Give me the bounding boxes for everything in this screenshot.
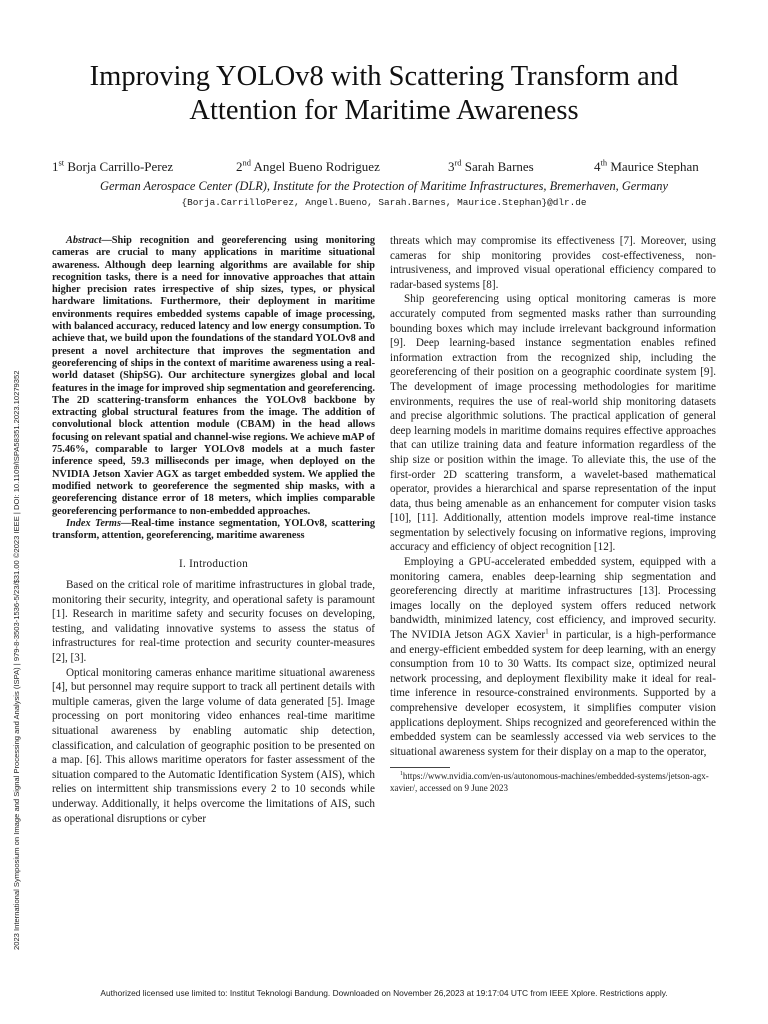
index-terms bbox=[52, 518, 375, 543]
author-1: 1st Borja Carrillo-Perez bbox=[52, 157, 174, 174]
footnote: $^1$https://www.nvidia.com/en-us/autonomous-machines/embedded-systems/jetson-agx-xavier/, accessed on 9 June 2023 bbox=[390, 771, 709, 793]
author-emails: {Borja.CarrilloPerez, Angel.Bueno, Sarah.Barnes, Maurice.Stephan}@dlr.de bbox=[181, 197, 587, 208]
section-heading-introduction: I. Introduction bbox=[178, 558, 249, 571]
left-column bbox=[52, 235, 375, 826]
abstract bbox=[52, 235, 375, 518]
publication-info-strip: 2023 International Symposium on Image and Signal Processing and Analysis (ISPA) | 979-8-3503-1536-5/23/$31.00 ©2023 IEEE | DOI: 10.1109/ISPA58351.2023.10279352 bbox=[12, 370, 21, 950]
right-column bbox=[390, 234, 716, 794]
body-paragraph: Ship georeferencing using optical monitoring cameras is more accurately computed from segmented masks rather than surrounding bounding boxes which may include irrelevant background information [9]. Deep learning-based instance segmentation enables refined information extraction from the recognized ship, including the georeferencing of their position on a geographic coordinate system [9]. The development of image processing methodologies for maritime environments, requires the use of real-world ship monitoring datasets and precise algorithmic solutions. The practical application of general deep learning models in maritime domains requires effective approaches that can utilize training data and feature information regardless of the ship size or position within the image. To alleviate this, the use of the first-order 2D scattering transform, a wavelet-based mathematical operator, provides a hierarchical and sparse representation of the input data, thus being amenable as an enhancement for computer vision tasks [10], [11]. Additionally, attention models improve real-time instance segmentation by selectively focusing on informative regions, improving accuracy and efficiency of object recognition [12]. bbox=[390, 293, 716, 554]
body-paragraph: Based on the critical role of maritime infrastructures in global trade, monitoring their security, integrity, and operational safety is paramount [1]. Research in maritime safety and security focuses on developing, testing, and validating innovative systems to assess the status of infrastructures for real-time protection and security counter-measures [2], [3]. bbox=[52, 579, 375, 664]
abstract-lead: Abstract bbox=[66, 235, 102, 246]
footnote-reference[interactable]: 1 bbox=[545, 627, 549, 636]
author-4: 4th Maurice Stephan bbox=[594, 157, 699, 174]
paper-title-line-1: Improving YOLOv8 with Scattering Transform and bbox=[89, 61, 679, 92]
body-paragraph: Employing a GPU-accelerated embedded system, equipped with a monitoring camera, enables deep-learning ship segmentation and georeferencing directly at maritime infrastructures [13]. Processing images locally on the deployed system offers reduced network bandwidth, minimized latency, cost efficiency, and improved security. The NVIDIA Jetson AGX Xavier$^1$ in particular, is a high-performance and energy-efficient embedded system for deep learning, with an energy consumption from 10 to 30 Watts. Its compact size, optimized neural network processing, and deployment flexibility make it ideal for real-time inference in resource-constrained environments. Supported by a comprehensive developer ecosystem, it simplifies computer vision applications deployment. Ships recognized and georeferenced within the embedded system can be seamlessly accessed via web services to the situational awareness system for their display on a map to the operator, bbox=[390, 556, 716, 758]
paper-title bbox=[30, 60, 738, 128]
body-paragraph: threats which may compromise its effectiveness [7]. Moreover, using cameras for ship monitoring provides cost-effectiveness, non-intrusiveness, and improved visual operational efficiency compared to radar-based systems [8]. bbox=[390, 235, 716, 291]
footnote-divider bbox=[390, 767, 450, 768]
author-3: 3rd Sarah Barnes bbox=[448, 157, 534, 174]
index-terms-lead: Index Terms bbox=[66, 517, 121, 529]
paper-title-line-2: Attention for Maritime Awareness bbox=[189, 95, 579, 126]
abstract-text: —Ship recognition and georeferencing using monitoring cameras are crucial to many applications in maritime situational awareness. Although deep learning algorithms are available for ship recognition tasks, there is a need for innovative approaches that attain higher precision rates irrespective of ship sizes, types, or physical hardware limitations. Furthermore, their deployment in maritime environments requires embedded systems capable of image processing, with balanced accuracy, reduced latency and low energy consumption. To achieve that, we build upon the foundations of the standard YOLOv8 and present a novel architecture that improves the segmentation and georeferencing of ships in the context of maritime awareness using a real-world dataset (ShipSG). Our architecture synergizes global and local features in the image for improved ship segmentation and georeferencing. The 2D scattering-transform enhances the YOLOv8 backbone by extracting global structural features from the image. The addition of convolutional block attention module (CBAM) in the head allows focusing on relevant spatial and channel-wise regions. We achieve mAP of 75.46%, comparable to larger YOLOv8 models at a much faster inference speed, 59.3 milliseconds per image, when deployed on the NVIDIA Jetson Xavier AGX as target embedded system. We applied the modified network to georeference the segmented ship masks, with a georeferencing distance error of 18 meters, which implies comparable georeferencing performance to non-embedded approaches. bbox=[52, 235, 375, 517]
body-paragraph: Optical monitoring cameras enhance maritime situational awareness [4], but personnel may require support to track all pertinent details with multiple cameras, given the large volume of data generated [5]. Image processing on port monitoring video enhances real-time maritime situational awareness by enabling automatic ship detection, classification, and calculation of geographic position to be presented on a map. [6]. This allows maritime operators for faster assessment of the situation compared to the Automatic Identification System (AIS), which relies on intermittent ship transmissions every 2 to 10 seconds while underway. Additionally, it helps overcome the limitations of AIS, such as operational disruptions or cyber bbox=[52, 666, 375, 825]
index-terms-text: —Real-time instance segmentation, YOLOv8, scattering transform, attention, georeferencing, maritime awareness bbox=[52, 517, 375, 542]
footnote-url[interactable]: https://www.nvidia.com/en-us/autonomous-machines/embedded-systems/jetson-agx-xavier/, accessed on 9 June 2023 bbox=[390, 771, 709, 793]
author-2: 2nd Angel Bueno Rodriguez bbox=[236, 157, 380, 174]
affiliation: German Aerospace Center (DLR), Institute for the Protection of Maritime Infrastructures, Bremerhaven, Germany bbox=[100, 179, 668, 193]
license-notice: Authorized licensed use limited to: Institut Teknologi Bandung. Downloaded on November 26,2023 at 19:17:04 UTC from IEEE Xplore. Restrictions apply. bbox=[100, 988, 668, 998]
